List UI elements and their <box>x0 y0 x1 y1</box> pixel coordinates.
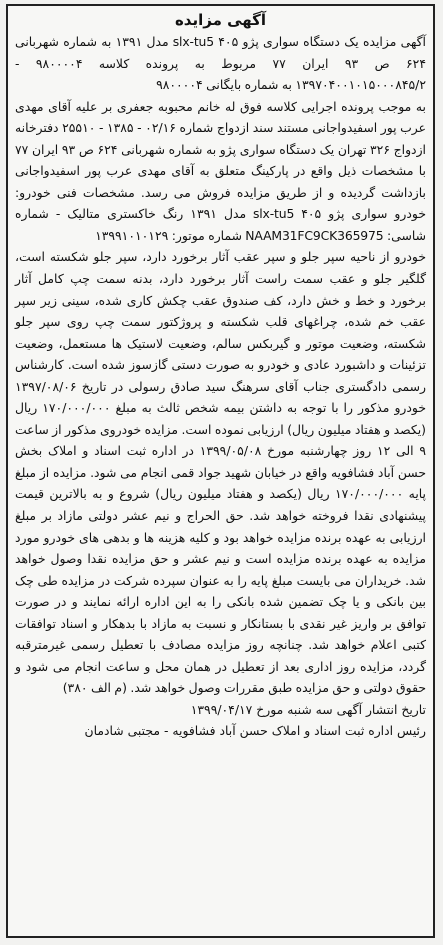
signature-line: رئیس اداره ثبت اسناد و املاک حسن آباد فشافویه - مجتبی شادمان <box>84 723 426 739</box>
notice-details-paragraph: خودرو از ناحیه سپر جلو و سپر عقب آثار برخورد دارد، سپر جلو شکسته است، گلگیر جلو و عقب سمت راست آثار برخورد دارد، بدنه سمت چپ کامل آثار برخورد و خط و خش دارد، کف صندوق عقب چکش کاری شده، سینی زیر سپر عقب خم شده، چراغهای قلب شکسته و پروژکتور سمت چپ روی سپر جلو شکسته، وضعیت موتور و گیربکس سالم، وضعیت لاستیک ها مستعمل، وضعیت تزئینات و داشبورد عادی و خودرو به صورت دستی گازسوز شده است. کارشناس رسمی دادگستری جناب آقای سرهنگ سید صادق رسولی در تاریخ ۱۳۹۷/۰۸/۰۶ خودرو مذکور را با توجه به داشتن بیمه شخص ثالث به مبلغ ۱۷۰/۰۰۰/۰۰۰ ریال (یکصد و هفتاد میلیون ریال) ارزیابی نموده است. مزایده خودروی مذکور از ساعت ۹ الی ۱۲ روز چهارشنبه مورخ ۱۳۹۹/۰۵/۰۸ در اداره ثبت اسناد و املاک بخش حسن آباد فشافویه واقع در خیابان شهید جواد قمی انجام می شود. مزایده از مبلغ پایه ۱۷۰/۰۰۰/۰۰۰ ریال (یکصد و هفتاد میلیون ریال) شروع و به بالاترین قیمت پیشنهادی نقدا فروخته خواهد شد. حق الحراج و نیم عشر دولتی مازاد بر مبلغ ارزیابی به عهده برنده مزایده خواهد بود و کلیه هزینه ها و بدهی های خودرو مورد مزایده به عهده برنده مزایده است و نیم عشر و حق مزایده نقدا وصول خواهد شد. خریداران می بایست مبلغ پایه را به عنوان سپرده شرکت در مزایده طی چک بین بانکی و یا چک تضمین شده بانکی را به این اداره ارائه نمایند و در صورت توافق بر واریز غیر نقدی با بستانکار و نسبت به مازاد با بدهکار و اسناد توافقات کتبی اعلام خواهد شد. چنانچه روز مزایده مصادف با تعطیل رسمی غیرمترقبه گردد، مزایده روز اداری بعد از تعطیل در همان محل و ساعت انجام می شود و حقوق دولتی و حق مزایده طبق مقررات وصول خواهد شد. (م الف ۳۸۰) <box>15 249 427 696</box>
notice-case-paragraph: به موجب پرونده اجرایی کلاسه فوق له خانم محبوبه جعفری بر علیه آقای مهدی عرب پور اسفیدواجانی مستند سند ازدواج شماره ۰۲/۱۶ - ۱۳۸۵ - ۲۵۵۱۰ دفترخانه ازدواج ۳۲۶ تهران یک دستگاه سواری پژو به شماره شهربانی ۶۲۴ ص ۹۳ ایران ۷۷ با مشخصات ذیل واقع در پارکینگ متعلق به آقای مهدی عرب پور اسفیدواجانی بازداشت گردیده و از طریق مزایده فروش می رسد. مشخصات فنی خودرو: خودرو سواری پژو ۴۰۵ slx-tu5 مدل ۱۳۹۱ رنگ خاکستری متالیک - شماره شاسی: NAAM31FC9CK365975 شماره موتور: ۱۳۹۹۱۰۱۰۱۲۹ <box>15 98 426 243</box>
notice-footer <box>15 699 426 742</box>
notice-intro-paragraph: آگهی مزایده یک دستگاه سواری پژو ۴۰۵ slx-tu5 مدل ۱۳۹۱ به شماره شهربانی ۶۲۴ ص ۹۳ ایران ۷۷ مربوط به پرونده کلاسه ۹۸۰۰۰۰۴ - ۱۳۹۷۰۴۰۰۱۰۱۵۰۰۰۸۴۵/۲ به شماره بایگانی ۹۸۰۰۰۰۴ <box>15 34 426 93</box>
publication-date: تاریخ انتشار آگهی سه شنبه مورخ ۱۳۹۹/۰۴/۱۷ <box>190 701 426 717</box>
auction-notice <box>6 4 435 938</box>
notice-body <box>15 31 426 699</box>
notice-title: آگهی مزایده <box>174 11 267 29</box>
